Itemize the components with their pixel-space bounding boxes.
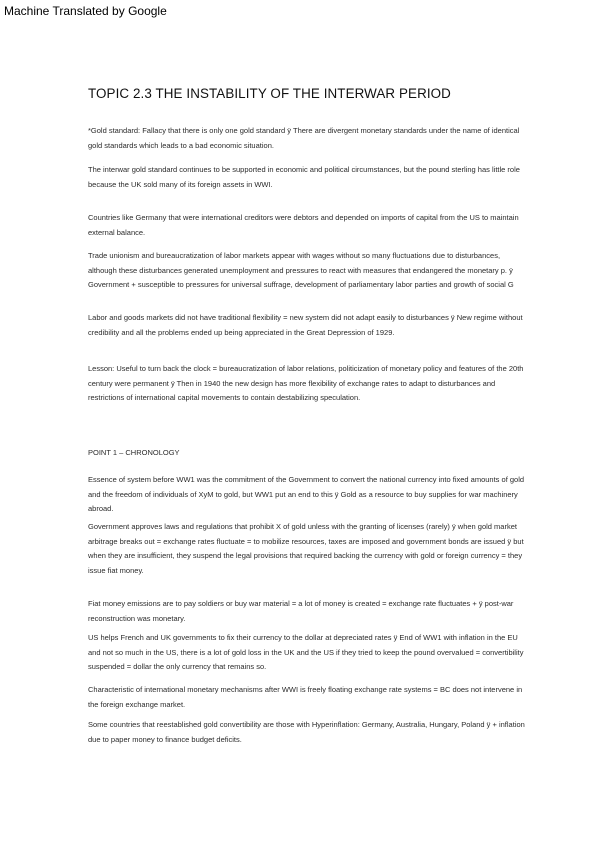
paragraph-floating-rates: Characteristic of international monetary mechanisms after WWI is freely floating exchange rate systems = BC does not intervene in the foreign exchange market. bbox=[88, 685, 523, 709]
paragraph-gold-standard-fallacy: *Gold standard: Fallacy that there is only one gold standard ÿ There are divergent monetary standards under the name of identical gold standards which leads to a bad economic situation. bbox=[88, 126, 520, 150]
paragraph-us-helps: US helps French and UK governments to fix their currency to the dollar at depreciated rates ÿ End of WW1 with inflation in the EU and not so much in the US, there is a lot of gold loss in the UK and the US if they tried to keep the pound overvalued = convertibility suspended = dollar the only currency that remains so. bbox=[88, 633, 524, 671]
paragraph-trade-unionism: Trade unionism and bureaucratization of labor markets appear with wages without so many fluctuations due to disturbances, although these disturbances generated unemployment and pressures to react with measures that endangered the monetary p. ÿ Government + susceptible to pressures for universal suffrage, development of parliamentary labor parties and growth of social G bbox=[88, 251, 514, 289]
paragraph-government-approves-laws: Government approves laws and regulations that prohibit X of gold unless with the granting of licenses (rarely) ÿ when gold market arbitrage breaks out = exchange rates fluctuate = to mobilize resources, taxes are imposed and government bonds are issued ÿ but when they are insufficient, they suspend the legal provisions that required backing the currency with gold or foreign currency = they issue fiat money. bbox=[88, 522, 524, 575]
machine-translated-banner: Machine Translated by Google bbox=[4, 4, 167, 18]
paragraph-lesson: Lesson: Useful to turn back the clock = bureaucratization of labor relations, politicization of monetary policy and features of the 20th century were permanent ÿ Then in 1940 the new design has more flexibility of exchange rates to adapt to disturbances and restrictions of international capital movements to contain destabilizing speculation. bbox=[88, 364, 524, 402]
paragraph-germany-creditors: Countries like Germany that were international creditors were debtors and depended on imports of capital from the US to maintain external balance. bbox=[88, 213, 519, 237]
paragraph-essence-of-system: Essence of system before WW1 was the commitment of the Government to convert the national currency into fixed amounts of gold and the freedom of individuals of XyM to gold, but WW1 put an end to this ÿ Gold as a resource to buy supplies for war machinery abroad. bbox=[88, 475, 525, 513]
paragraph-labor-goods-markets: Labor and goods markets did not have traditional flexibility = new system did not adapt easily to disturbances ÿ New regime without credibility and all the problems ended up being appreciated in the Great Depression of 1929. bbox=[88, 313, 523, 337]
page-title: TOPIC 2.3 THE INSTABILITY OF THE INTERWAR PERIOD bbox=[88, 86, 451, 101]
paragraph-hyperinflation-countries: Some countries that reestablished gold convertibility are those with Hyperinflation: Germany, Australia, Hungary, Poland ÿ + inflation due to paper money to finance budget deficits. bbox=[88, 720, 525, 744]
paragraph-fiat-money: Fiat money emissions are to pay soldiers or buy war material = a lot of money is created = exchange rate fluctuates + ÿ post-war reconstruction was monetary. bbox=[88, 599, 514, 623]
paragraph-interwar-gold-standard: The interwar gold standard continues to be supported in economic and political circumstances, but the pound sterling has little role because the UK sold many of its foreign assets in WWI. bbox=[88, 165, 520, 189]
section-heading-chronology: POINT 1 – CHRONOLOGY bbox=[88, 448, 180, 457]
